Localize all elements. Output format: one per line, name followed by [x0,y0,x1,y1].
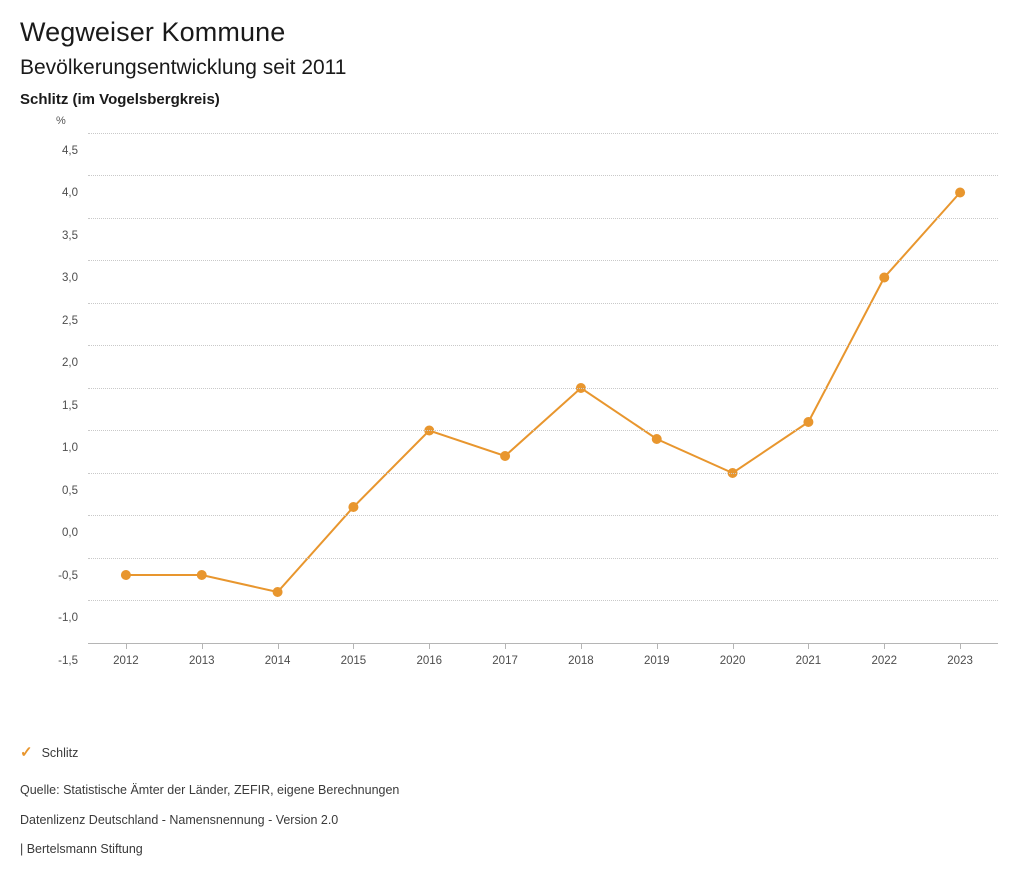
y-tick-label: -1,5 [58,654,78,667]
x-tick-label: 2019 [643,654,670,667]
y-tick-label: 0,0 [62,527,78,540]
footer-publisher: | Bertelsmann Stiftung [20,842,143,856]
x-tick-mark [808,643,809,649]
y-axis-unit: % [56,114,66,127]
y-tick-label: 4,5 [62,144,78,157]
x-tick-label: 2018 [568,654,594,667]
y-tick-label: -1,0 [58,612,78,625]
gridline [88,175,998,176]
region-label: Schlitz (im Vogelsbergkreis) [20,90,220,108]
y-tick-label: 2,0 [62,357,78,370]
x-tick-label: 2016 [416,654,443,667]
legend-item-label: Schlitz [41,745,79,760]
y-tick-label: 1,5 [62,399,78,412]
data-point[interactable] [652,434,662,444]
gridline [88,388,998,389]
plot-area [88,133,998,643]
line-chart [20,115,1004,715]
x-tick-mark [960,643,961,649]
x-tick-mark [353,643,354,649]
gridline [88,218,998,219]
x-tick-mark [657,643,658,649]
footer-license: Datenlizenz Deutschland - Namensnennung - Version 2.0 [20,812,339,827]
gridline [88,558,998,559]
x-tick-label: 2013 [188,654,215,667]
x-tick-mark [126,643,127,649]
y-tick-label: -0,5 [58,569,78,582]
y-tick-label: 3,0 [62,272,78,285]
gridline [88,473,998,474]
gridline [88,345,998,346]
data-point[interactable] [273,587,283,597]
data-point[interactable] [879,272,889,282]
data-point[interactable] [500,451,510,461]
x-tick-mark [581,643,582,649]
y-tick-label: 1,0 [62,442,78,455]
x-tick-mark [202,643,203,649]
x-tick-label: 2017 [492,654,518,667]
gridline [88,430,998,431]
y-tick-label: 0,5 [62,484,78,497]
x-tick-label: 2023 [947,654,973,667]
x-tick-mark [429,643,430,649]
x-tick-mark [884,643,885,649]
data-point[interactable] [197,570,207,580]
x-tick-label: 2022 [871,654,898,667]
y-tick-label: 2,5 [62,314,78,327]
x-tick-mark [733,643,734,649]
x-tick-label: 2012 [113,654,139,667]
series-line [126,192,960,592]
gridline [88,515,998,516]
check-icon: ✓ [20,744,33,761]
y-tick-label: 4,0 [62,187,78,200]
x-tick-label: 2015 [340,654,367,667]
gridline [88,600,998,601]
x-axis-ticks [88,655,998,675]
y-tick-label: 3,5 [62,229,78,242]
data-point[interactable] [121,570,131,580]
gridline [88,260,998,261]
x-axis-line [88,643,998,644]
x-tick-label: 2020 [719,654,746,667]
y-axis-ticks [20,133,78,667]
page-title: Wegweiser Kommune [20,17,286,47]
x-tick-mark [505,643,506,649]
x-tick-label: 2014 [264,654,291,667]
chart-legend[interactable] [20,745,78,760]
page-subtitle: Bevölkerungsentwicklung seit 2011 [20,55,347,79]
data-point[interactable] [955,187,965,197]
chart-footer [20,784,399,873]
data-point[interactable] [803,417,813,427]
gridline [88,303,998,304]
footer-source: Quelle: Statistische Ämter der Länder, ZEFIR, eigene Berechnungen [20,783,400,797]
gridline [88,133,998,134]
x-tick-mark [278,643,279,649]
data-point[interactable] [348,502,358,512]
x-tick-label: 2021 [795,654,822,667]
